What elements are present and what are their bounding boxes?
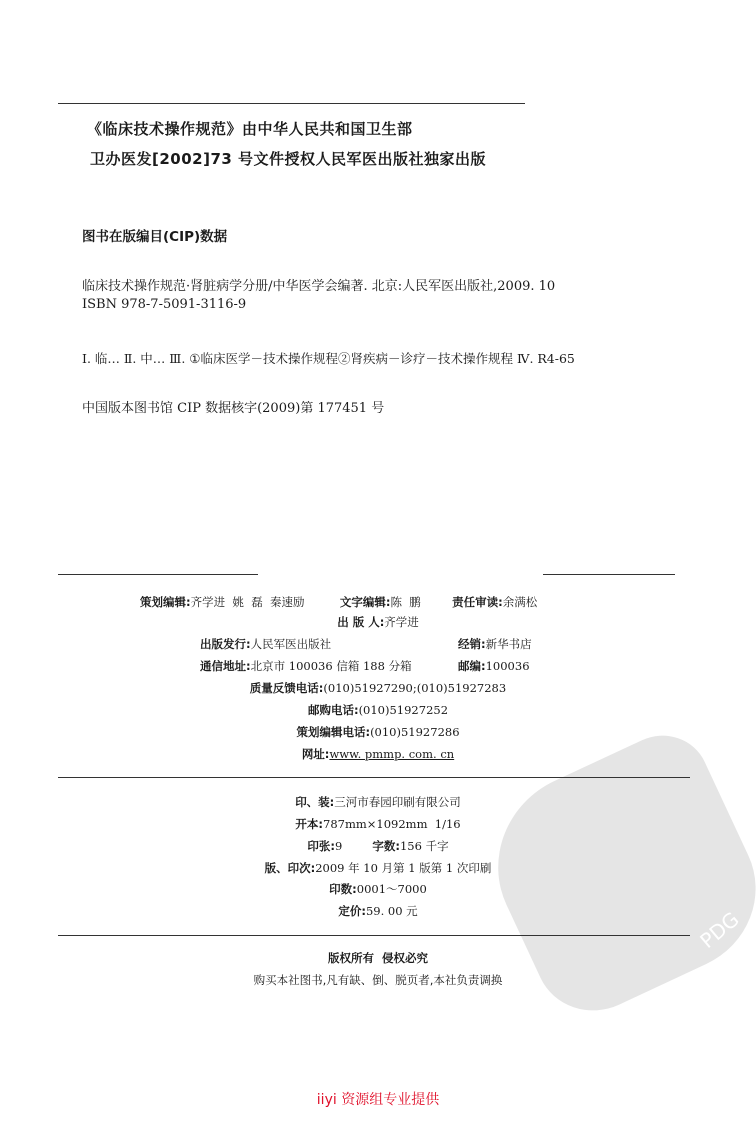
- provider-footer: iiyi 资源组专业提供: [316, 1092, 440, 1108]
- distributor: 出版发行:人民军医出版社: [200, 637, 332, 651]
- sheets-words: 印张:9 字数:156 千字: [307, 839, 449, 853]
- edition: 版、印次:2009 年 10 月第 1 版第 1 次印刷: [264, 861, 492, 875]
- classification: Ⅰ. 临… Ⅱ. 中… Ⅲ. ①临床医学－技术操作规程②肾疾病－诊疗－技术操作规程 Ⅳ. R4-65: [82, 351, 575, 366]
- watermark-text: PDG: [695, 906, 744, 954]
- library-record: 中国版本图书馆 CIP 数据核字(2009)第 177451 号: [82, 401, 385, 416]
- return-policy: 购买本社图书,凡有缺、倒、脱页者,本社负责调换: [253, 973, 503, 987]
- copyright-notice: 版权所有 侵权必究: [327, 951, 428, 965]
- website: 网址:www. pmmp. com. cn: [301, 747, 455, 761]
- divider-middle: [58, 777, 690, 778]
- format: 开本:787mm×1092mm 1/16: [295, 817, 461, 831]
- printer: 印、装:三河市春园印刷有限公司: [295, 795, 461, 809]
- cip-record: 临床技术操作规范·肾脏病学分册/中华医学会编著. 北京:人民军医出版社,2009. 10: [82, 279, 556, 294]
- mail-order-phone: 邮购电话:(010)51927252: [307, 703, 449, 717]
- divider-left: [58, 574, 258, 575]
- authorization-line-1: 《临床技术操作规范》由中华人民共和国卫生部: [87, 120, 413, 138]
- publisher-person: 出 版 人:齐学进: [337, 615, 419, 629]
- postcode: 邮编:100036: [458, 659, 530, 673]
- price: 定价:59. 00 元: [338, 904, 418, 918]
- divider-bottom: [58, 935, 690, 936]
- staff-line: 策划编辑:齐学进 姚 磊 秦速励 文字编辑:陈 鹏 责任审读:余满松: [140, 595, 538, 609]
- planning-phone: 策划编辑电话:(010)51927286: [296, 725, 460, 739]
- top-rule: [58, 103, 525, 104]
- seller: 经销:新华书店: [458, 637, 532, 651]
- isbn: ISBN 978-7-5091-3116-9: [82, 297, 247, 312]
- feedback-phone: 质量反馈电话:(010)51927290;(010)51927283: [249, 681, 507, 695]
- address: 通信地址:北京市 100036 信箱 188 分箱: [200, 659, 412, 673]
- copies: 印数:0001～7000: [329, 882, 427, 896]
- divider-right: [543, 574, 675, 575]
- website-link[interactable]: www. pmmp. com. cn: [329, 747, 455, 761]
- cip-title: 图书在版编目(CIP)数据: [82, 229, 228, 245]
- authorization-line-2: 卫办医发[2002]73 号文件授权人民军医出版社独家出版: [90, 150, 487, 168]
